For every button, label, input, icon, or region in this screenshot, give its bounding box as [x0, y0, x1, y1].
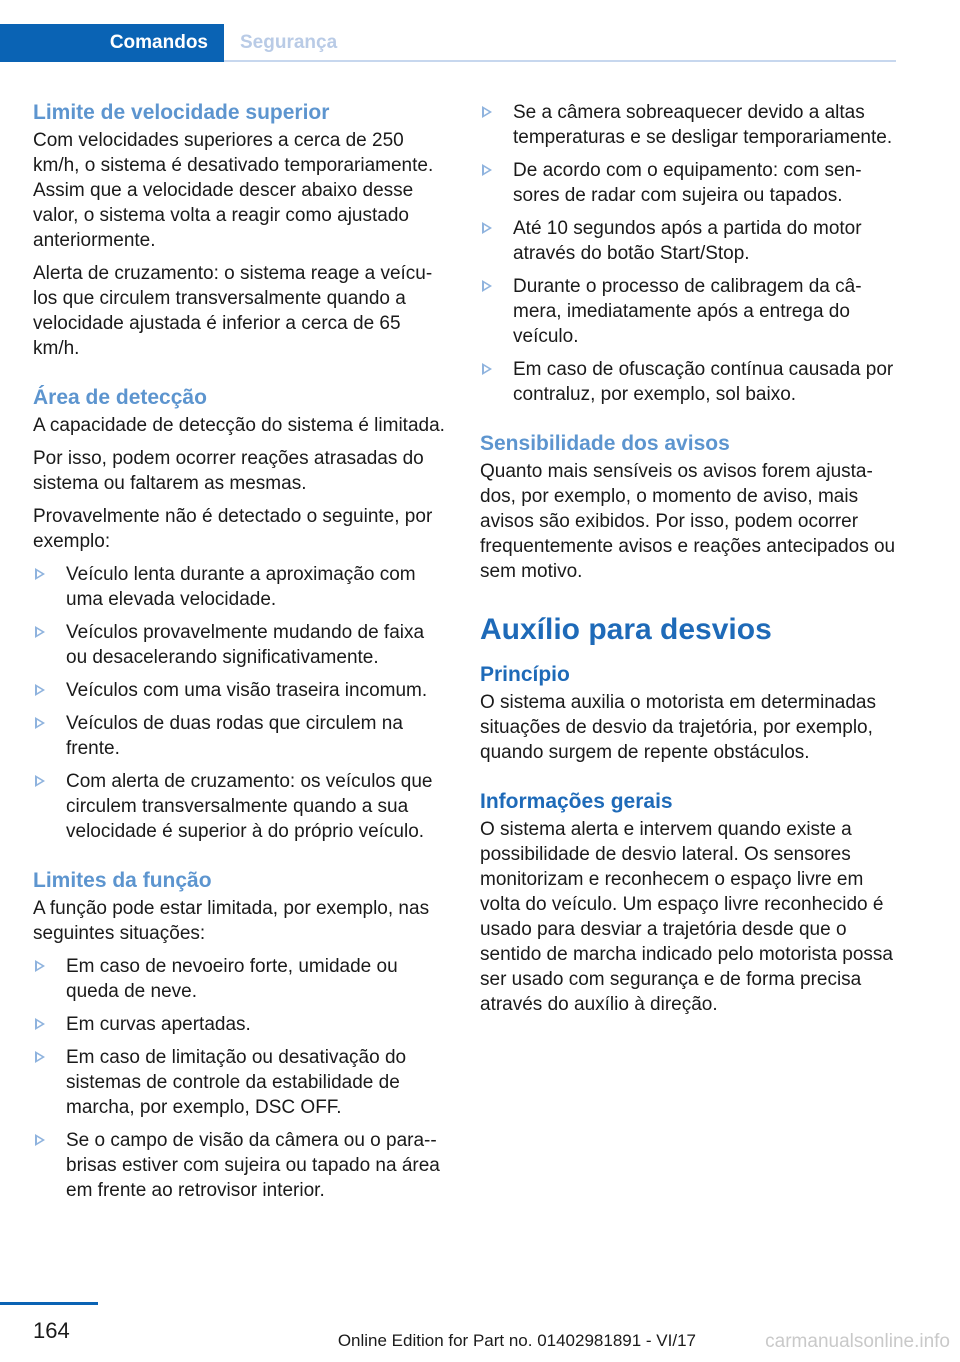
list-item: [33, 1045, 449, 1120]
tab-comandos[interactable]: Comandos: [0, 24, 224, 62]
section-title-limite-velocidade: Limite de velocidade superior: [33, 101, 330, 124]
paragraph: Quanto mais sensíveis os avisos forem ajustados, por exemplo, o momento de aviso, mais avisos são exibidos. Por isso, podem ocorrer frequentemente avisos e reações antecipados ou sem motivo.: [480, 461, 896, 582]
list-item: [33, 620, 449, 670]
list-item: [480, 100, 898, 150]
list-item: [33, 1012, 449, 1037]
list-item: [480, 158, 898, 208]
bullet-list-detection: [33, 562, 449, 844]
list-item-text: Veículos com uma visão traseira incomum.: [66, 680, 428, 701]
list-item-text: Se o campo de visão da câmera ou o para--brisas estiver com sujeira ou tapado na área em frente ao retrovisor interior.: [66, 1130, 440, 1201]
list-item: [33, 954, 449, 1004]
list-item-text: Até 10 segundos após a partida do motor através do botão Start/Stop.: [513, 218, 862, 264]
list-item: [33, 1128, 449, 1203]
bullet-list-limits: [33, 954, 449, 1203]
left-column: [33, 100, 449, 1211]
paragraph: Com velocidades superiores a cerca de 250 km/h, o sistema é desativado temporariamente. Assim que a velocidade descer abaixo desse valor, o sistema volta a reagir como ajustado anteriormente.: [33, 130, 434, 251]
triangle-bullet-icon: [35, 1051, 45, 1063]
edition-info: Online Edition for Part no. 01402981891 - VI/17: [337, 1331, 696, 1350]
triangle-bullet-icon: [482, 363, 492, 375]
paragraph: A função pode estar limitada, por exemplo, nas seguintes situações:: [33, 898, 430, 944]
paragraph: O sistema alerta e intervem quando existe a possibilidade de desvio lateral. Os sensores monitorizam e reconhecem o espaço livre em volta do veículo. Um espaço livre reconhecido é usado para desviar a trajetória desde que o sentido de marcha indicado pelo motorista possa ser usado com segurança e de forma precisa através do auxílio à direção.: [480, 819, 893, 1015]
list-item: [480, 274, 898, 349]
right-column: [480, 100, 898, 1025]
triangle-bullet-icon: [35, 684, 45, 696]
triangle-bullet-icon: [35, 717, 45, 729]
list-item: [480, 216, 898, 266]
triangle-bullet-icon: [35, 568, 45, 580]
triangle-bullet-icon: [482, 222, 492, 234]
list-item-text: Em caso de nevoeiro forte, umidade ou queda de neve.: [66, 956, 398, 1002]
paragraph: Alerta de cruzamento: o sistema reage a veículos que circulem transversalmente quando a velocidade ajustada é inferior a cerca de 65 km/h.: [33, 263, 433, 359]
list-item-text: Veículo lenta durante a aproximação com uma elevada velocidade.: [66, 564, 416, 610]
section-title-area-deteccao: Área de detecção: [33, 386, 207, 409]
tab-seguranca[interactable]: Segurança: [240, 32, 338, 53]
header-divider: [224, 60, 896, 62]
list-item-text: Em caso de limitação ou desativação do sistemas de controle da estabilidade de marcha, por exemplo, DSC OFF.: [66, 1047, 407, 1118]
watermark: carmanualsonline.info: [765, 1331, 950, 1352]
triangle-bullet-icon: [35, 960, 45, 972]
list-item-text: Em curvas apertadas.: [66, 1014, 251, 1035]
list-item-text: Veículos de duas rodas que circulem na frente.: [66, 713, 403, 759]
list-item: [480, 357, 898, 407]
section-title-informacoes-gerais: Informações gerais: [480, 790, 673, 813]
triangle-bullet-icon: [35, 775, 45, 787]
section-title-limites-funcao: Limites da função: [33, 869, 212, 892]
list-item: [33, 769, 449, 844]
triangle-bullet-icon: [482, 106, 492, 118]
list-item-text: De acordo com o equipamento: com sensores de radar com sujeira ou tapados.: [513, 160, 862, 206]
list-item-text: Se a câmera sobreaquecer devido a altas temperaturas e se desligar temporariamente.: [513, 102, 893, 148]
list-item-text: Em caso de ofuscação contínua causada por contraluz, por exemplo, sol baixo.: [513, 359, 894, 405]
list-item: [33, 678, 449, 703]
paragraph: Provavelmente não é detectado o seguinte, por exemplo:: [33, 506, 433, 552]
section-title-principio: Princípio: [480, 663, 570, 686]
section-title-sensibilidade: Sensibilidade dos avisos: [480, 432, 730, 455]
footer-divider: [0, 1302, 98, 1305]
list-item-text: Com alerta de cruzamento: os veículos que circulem transversalmente quando a sua velocidade é superior à do próprio veículo.: [66, 771, 433, 842]
triangle-bullet-icon: [35, 1134, 45, 1146]
triangle-bullet-icon: [35, 626, 45, 638]
list-item: [33, 562, 449, 612]
bullet-list-limits-continued: [480, 100, 898, 407]
paragraph: A capacidade de detecção do sistema é limitada.: [33, 415, 445, 436]
chapter-title: Auxílio para desvios: [480, 613, 772, 646]
list-item-text: Veículos provavelmente mudando de faixa ou desacelerando significativamente.: [66, 622, 425, 668]
triangle-bullet-icon: [35, 1018, 45, 1030]
triangle-bullet-icon: [482, 164, 492, 176]
list-item-text: Durante o processo de calibragem da câmera, imediatamente após a entrega do veículo.: [513, 276, 862, 347]
paragraph: Por isso, podem ocorrer reações atrasadas do sistema ou faltarem as mesmas.: [33, 448, 424, 494]
page-number: 164: [33, 1318, 70, 1343]
paragraph: O sistema auxilia o motorista em determinadas situações de desvio da trajetória, por exemplo, quando surgem de repente obstáculos.: [480, 692, 876, 763]
list-item: [33, 711, 449, 761]
triangle-bullet-icon: [482, 280, 492, 292]
page-header: [0, 0, 960, 64]
